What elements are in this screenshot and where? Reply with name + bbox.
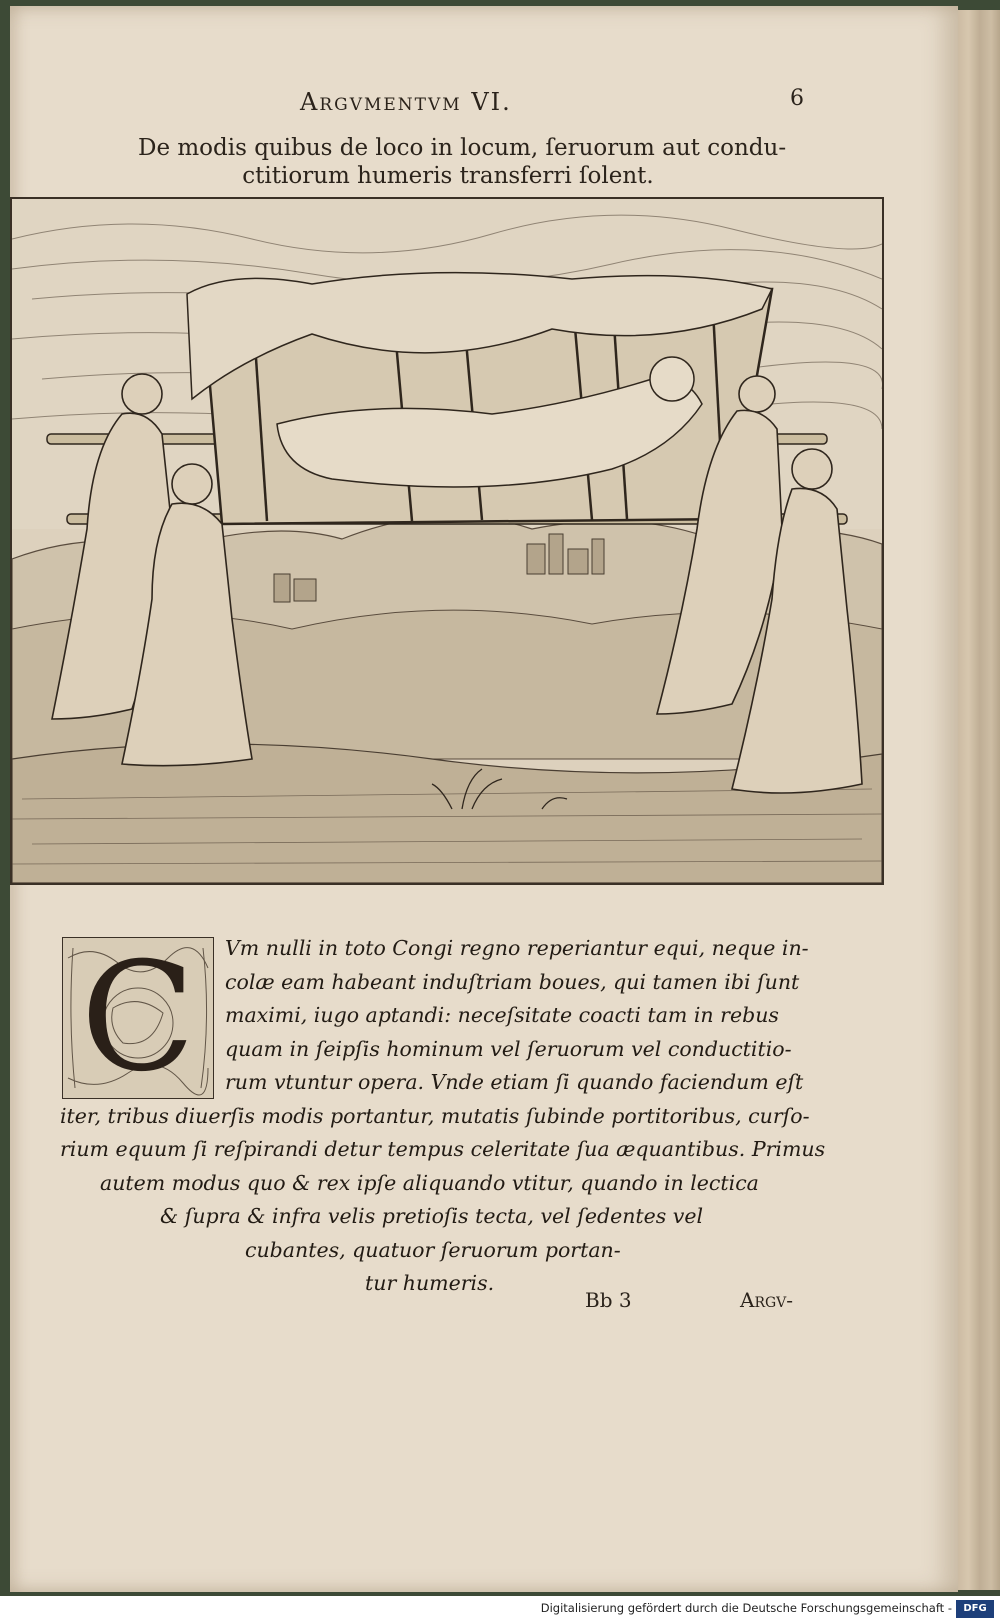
body-line: colæ eam habeant induſtriam boues, qui tamen ibi ſunt <box>225 969 800 994</box>
litter-bearers-engraving <box>12 199 882 883</box>
body-line: maximi, iugo aptandi: neceſsitate coacti tam in rebus <box>225 1003 779 1027</box>
body-line: tur humeris. <box>365 1271 495 1295</box>
heading-line: De modis quibus de loco in locum, ſeruorum aut condu- <box>138 135 787 161</box>
chapter-heading <box>138 134 787 190</box>
body-line: rium equum ſi reſpirandi detur tempus celeritate ſua æquantibus. Primus <box>60 1137 826 1161</box>
catchword: Argv- <box>740 1288 794 1312</box>
page-edges <box>955 10 1000 1590</box>
body-line: & ſupra & infra velis pretioſis tecta, vel ſedentes vel <box>160 1204 704 1228</box>
signature-mark: Bb 3 <box>585 1288 632 1312</box>
body-text <box>60 932 826 1301</box>
running-head: Argvmentvm VI. <box>300 88 512 116</box>
engraving-illustration <box>10 197 884 885</box>
page-number: 6 <box>790 86 804 111</box>
body-line: cubantes, quatuor ſeruorum portan- <box>245 1237 621 1262</box>
body-line: autem modus quo & rex ipſe aliquando vtitur, quando in lectica <box>100 1170 759 1195</box>
heading-line: ctitiorum humeris transferri ſolent. <box>242 163 654 189</box>
digitization-footer <box>0 1596 1000 1623</box>
body-line: iter, tribus diuerſis modis portantur, mutatis ſubinde portitoribus, curſo- <box>60 1103 810 1128</box>
body-line: Vm nulli in toto Congi regno reperiantur equi, neque in- <box>225 936 809 960</box>
initial-letter: C <box>80 931 196 1105</box>
funding-credit: Digitalisierung gefördert durch die Deutsche Forschungsgemeinschaft - <box>540 1601 952 1615</box>
body-line: rum vtuntur opera. Vnde etiam ſi quando faciendum eſt <box>225 1070 804 1094</box>
dfg-logo: DFG <box>956 1600 994 1618</box>
body-line: quam in ſeipſis hominum vel ſeruorum vel conductitio- <box>225 1036 792 1061</box>
